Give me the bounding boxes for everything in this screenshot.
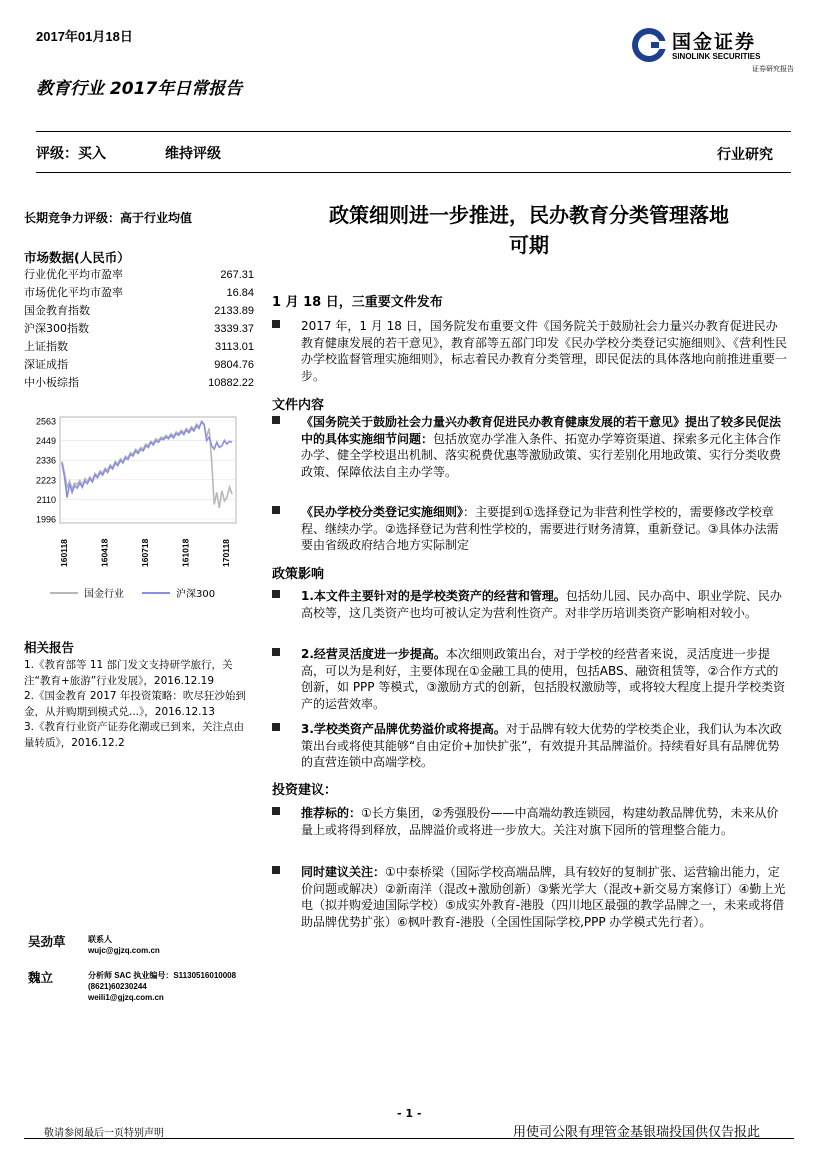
analyst-name: 吴劲草	[28, 934, 66, 949]
bullet-icon	[272, 320, 280, 328]
market-row: 行业优化平均市盈率 267.31	[24, 268, 254, 281]
section-heading-investment: 投资建议：	[272, 783, 338, 798]
market-row: 深证成指 9804.76	[24, 358, 254, 371]
y-tick-label: 2449	[35, 436, 56, 447]
bullet-icon	[272, 723, 280, 731]
report-category: 行业研究	[717, 147, 773, 163]
report-date: 2017年01月18日	[36, 29, 133, 44]
index-line-chart	[24, 411, 243, 571]
disclaimer-note[interactable]: 敬请参阅最后一页特别声明	[44, 1128, 164, 1139]
analyst-email[interactable]: wujc@gjzq.com.cn	[88, 946, 160, 955]
legend-label-industry: 国金行业	[84, 589, 124, 600]
market-row: 沪深300指数 3339.37	[24, 322, 254, 335]
y-tick-label: 1996	[35, 514, 56, 525]
legend-swatch-hs300	[142, 592, 170, 594]
bullet-icon	[272, 807, 280, 815]
report-title: 教育行业 2017年日常报告	[36, 79, 243, 99]
logo-english-name: SINOLINK SECURITIES	[672, 52, 761, 61]
y-tick-label: 2563	[35, 416, 56, 427]
analyst-contact: 联系人 wujc@gjzq.com.cn	[88, 935, 160, 955]
x-tick-label: 161018	[180, 538, 191, 567]
market-row: 上证指数 3113.01	[24, 340, 254, 353]
footer-mirrored-notice: 用使司公限有理管金基银瑞投国供仅告报此	[513, 1125, 761, 1140]
section-heading-content: 文件内容	[272, 398, 325, 413]
bullet-icon	[272, 416, 280, 424]
page-number: - 1 -	[397, 1107, 422, 1120]
y-tick-label: 2110	[36, 494, 56, 505]
maintain-rating: 维持评级	[165, 146, 221, 162]
market-row: 市场优化平均市盈率 16.84	[24, 286, 254, 299]
related-report-item[interactable]: 2.《国金教育 2017 年投资策略：吹尽狂沙始到金，从并购期到模式兑...》，2016.12.13	[24, 690, 246, 718]
x-tick-label: 170118	[221, 539, 231, 567]
market-row: 中小板综指 10882.22	[24, 376, 254, 389]
sinolink-logo-icon	[631, 27, 667, 63]
logo-chinese-name: 国金证券	[672, 31, 757, 53]
legend-swatch-industry	[50, 592, 78, 594]
analyst-contact: 分析师 SAC 执业编号：S1130516010008 (8621)60230244 weili1@gjzq.com.cn	[88, 971, 237, 1002]
x-tick-label: 160118	[59, 539, 69, 567]
x-tick-label: 160418	[99, 538, 110, 567]
market-row: 国金教育指数 2133.89	[24, 304, 254, 317]
chart-legend	[50, 585, 215, 600]
y-tick-label: 2336	[35, 455, 56, 466]
analyst-email[interactable]: weili1@gjzq.com.cn	[88, 993, 164, 1002]
bullet-icon	[272, 866, 280, 874]
related-reports-title: 相关报告	[24, 640, 75, 655]
market-data-title: 市场数据(人民币）	[24, 250, 130, 265]
rating: 评级：买入	[36, 146, 106, 162]
bullet-icon	[272, 506, 280, 514]
market-data-table	[24, 266, 254, 392]
section-heading-files: 1 月 18 日，三重要文件发布	[272, 295, 443, 310]
headline: 政策细则进一步推进，民办教育分类管理落地 可期	[329, 203, 729, 257]
x-tick-label: 160718	[140, 538, 150, 567]
bullet-icon	[272, 648, 280, 656]
related-report-item[interactable]: 3.《教育行业资产证券化潮或已到来，关注点由量转质》，2016.12.2	[24, 721, 245, 749]
header-divider	[36, 131, 791, 132]
footer-divider	[24, 1138, 794, 1139]
logo-subtitle: 证券研究报告	[752, 65, 794, 73]
related-reports-list	[24, 658, 254, 751]
long-term-rating: 长期竞争力评级：高于行业均值	[24, 211, 193, 225]
related-report-item[interactable]: 1.《教育部等 11 部门发文支持研学旅行，关注“教育+旅游”行业发展》，2016.12.19	[24, 659, 233, 687]
y-tick-label: 2223	[35, 475, 56, 486]
section-heading-impact: 政策影响	[272, 567, 325, 582]
bullet-icon	[272, 590, 280, 598]
rating-divider	[36, 172, 791, 173]
legend-label-hs300: 沪深300	[176, 589, 216, 600]
analyst-name: 魏立	[28, 970, 54, 985]
